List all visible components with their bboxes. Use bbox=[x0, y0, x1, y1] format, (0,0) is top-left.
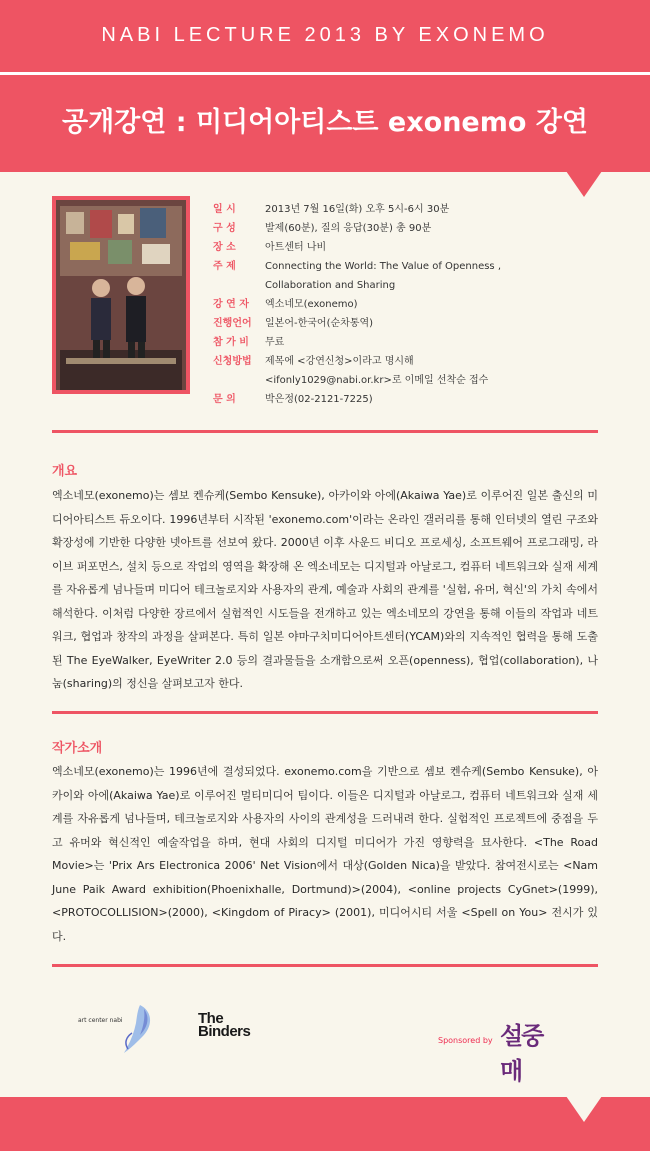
art-center-nabi-logo bbox=[78, 1003, 188, 1055]
info-label: 일 시 bbox=[213, 204, 236, 215]
info-row-language bbox=[213, 314, 613, 333]
info-row-fee bbox=[213, 333, 613, 352]
info-row-venue bbox=[213, 238, 613, 257]
info-label: 신청방법 bbox=[213, 356, 252, 367]
info-label: 강 연 자 bbox=[213, 299, 249, 310]
binders-logo-text: The Binders bbox=[198, 1010, 251, 1040]
overview-body: 엑소네모(exonemo)는 셈보 켄슈케(Sembo Kensuke), 아카이와 아에(Akaiwa Yae)로 이루어진 일본 출신의 미디어아티스트 듀오이다. 1996년부터 시작된 'exonemo.com'이라는 온라인 갤러리를 통해 인터넷의 열린 구조와 확장성에 기반한 다양한 넷아트를 선보여 왔다. 2000년 이후 사운드 비디오 프로세싱, 소프트웨어 프로그래밍, 라이브 퍼포먼스, 설치 등으로 작업의 영역을 확장해 온 엑소네모는 디지털과 아날로그, 컴퓨터 네트워크와 실재 세계를 자유롭게 넘나들며 미디어 테크놀로지와 사용자의 관계, 예술과 사회의 관계를 '실험, 유머, 혁신'의 가치 속에서 해석한다. 이처럼 다양한 장르에서 실험적인 시도들을 전개하고 있는 엑소네모의 강연을 통해 이들의 작업과 네트워크, 협업과 창작의 과정을 살펴본다. 특히 일본 야마구치미디어아트센터(YCAM)와의 지속적인 협력을 통해 도출된 The EyeWalker, EyeWriter 2.0 등의 결과물들을 소개함으로써 오픈(openness), 협업(collaboration), 나눔(sharing)의 정신을 살펴보고자 한다. bbox=[52, 489, 598, 690]
header-divider bbox=[0, 72, 650, 75]
sponsored-by-label: Sponsored by bbox=[438, 1036, 493, 1045]
section-divider bbox=[52, 964, 598, 967]
info-label: 진행언어 bbox=[213, 318, 252, 329]
info-label: 문 의 bbox=[213, 394, 236, 405]
header-notch bbox=[566, 171, 602, 197]
footer-banner bbox=[0, 1097, 650, 1151]
page-title: 공개강연 : 미디어아티스트 exonemo 강연 bbox=[62, 107, 588, 138]
footer-notch bbox=[566, 1096, 602, 1122]
sponsor-logo bbox=[500, 1012, 560, 1085]
header-banner bbox=[0, 0, 650, 172]
info-row-lecturer bbox=[213, 295, 613, 314]
the-binders-logo bbox=[198, 1012, 270, 1052]
info-row-topic-continued bbox=[213, 276, 613, 295]
overview-title: 개요 bbox=[52, 464, 78, 479]
info-label bbox=[213, 276, 265, 295]
info-label: 주 제 bbox=[213, 261, 236, 272]
sponsor-logo-text: 설중매 bbox=[500, 1022, 543, 1085]
info-label: 장 소 bbox=[213, 242, 236, 253]
info-value: Connecting the World: The Value of Openness , bbox=[265, 261, 501, 272]
info-value: 2013년 7월 16일(화) 오후 5시-6시 30분 bbox=[265, 204, 450, 215]
info-row-composition bbox=[213, 219, 613, 238]
info-value: 발제(60분), 질의 응답(30분) 총 90분 bbox=[265, 223, 432, 234]
info-value: 제목에 <강연신청>이라고 명시해 bbox=[265, 356, 414, 367]
artist-intro-body: 엑소네모(exonemo)는 1996년에 결성되었다. exonemo.com을 기반으로 셈보 켄슈케(Sembo Kensuke), 아카이와 아에(Akaiwa Yae)로 이루어진 멀티미디어 팀이다. 이들은 디지털과 아날로그, 컴퓨터 네트워크와 실재 세계를 자유롭게 넘나들며, 테크놀로지와 사용자의 사이의 관계성을 드러내려 한다. 실험적인 프로젝트에 중점을 두고 유머와 혁신적인 예술작업을 하며, 현대 사회의 디지털 미디어가 가진 영향력을 묘사한다. <The Road Movie>는 'Prix Ars Electronica 2006' Net Vision에서 대상(Golden Nica)을 받았다. 참여전시로는 <Nam June Paik Award exhibition(Phoenixhalle, Dortmund)>(2004), <online projects CyGnet>(1999), <PROTOCOLLISION>(2000), <Kingdom of Piracy> (2001), 미디어시티 서울 <Spell on You> 전시가 있다. bbox=[52, 765, 598, 943]
info-row-date bbox=[213, 200, 613, 219]
info-value: 아트센터 나비 bbox=[265, 242, 327, 253]
section-divider bbox=[52, 711, 598, 714]
artist-intro-title: 작가소개 bbox=[52, 741, 103, 756]
artist-photo bbox=[52, 196, 190, 394]
info-row-application bbox=[213, 352, 613, 371]
info-label: 참 가 비 bbox=[213, 337, 249, 348]
section-divider bbox=[52, 430, 598, 433]
info-value: 무료 bbox=[265, 337, 285, 348]
info-value: 엑소네모(exonemo) bbox=[265, 299, 358, 310]
info-row-application-continued bbox=[213, 371, 613, 390]
info-value: Collaboration and Sharing bbox=[265, 280, 396, 291]
nabi-logo-text: art center nabi bbox=[78, 1017, 123, 1024]
info-label bbox=[213, 371, 265, 390]
artist-photo-illustration bbox=[56, 200, 186, 390]
info-value: 일본어-한국어(순차통역) bbox=[265, 318, 374, 329]
info-row-contact bbox=[213, 390, 613, 409]
butterfly-icon bbox=[78, 1003, 188, 1055]
info-label: 구 성 bbox=[213, 223, 236, 234]
info-value: 박은정(02-2121-7225) bbox=[265, 394, 373, 405]
event-info-list bbox=[213, 200, 613, 409]
lecture-series-title: NABI LECTURE 2013 BY EXONEMO bbox=[101, 24, 549, 46]
info-value: <ifonly1029@nabi.or.kr>로 이메일 선착순 접수 bbox=[265, 375, 489, 386]
info-row-topic bbox=[213, 257, 613, 276]
